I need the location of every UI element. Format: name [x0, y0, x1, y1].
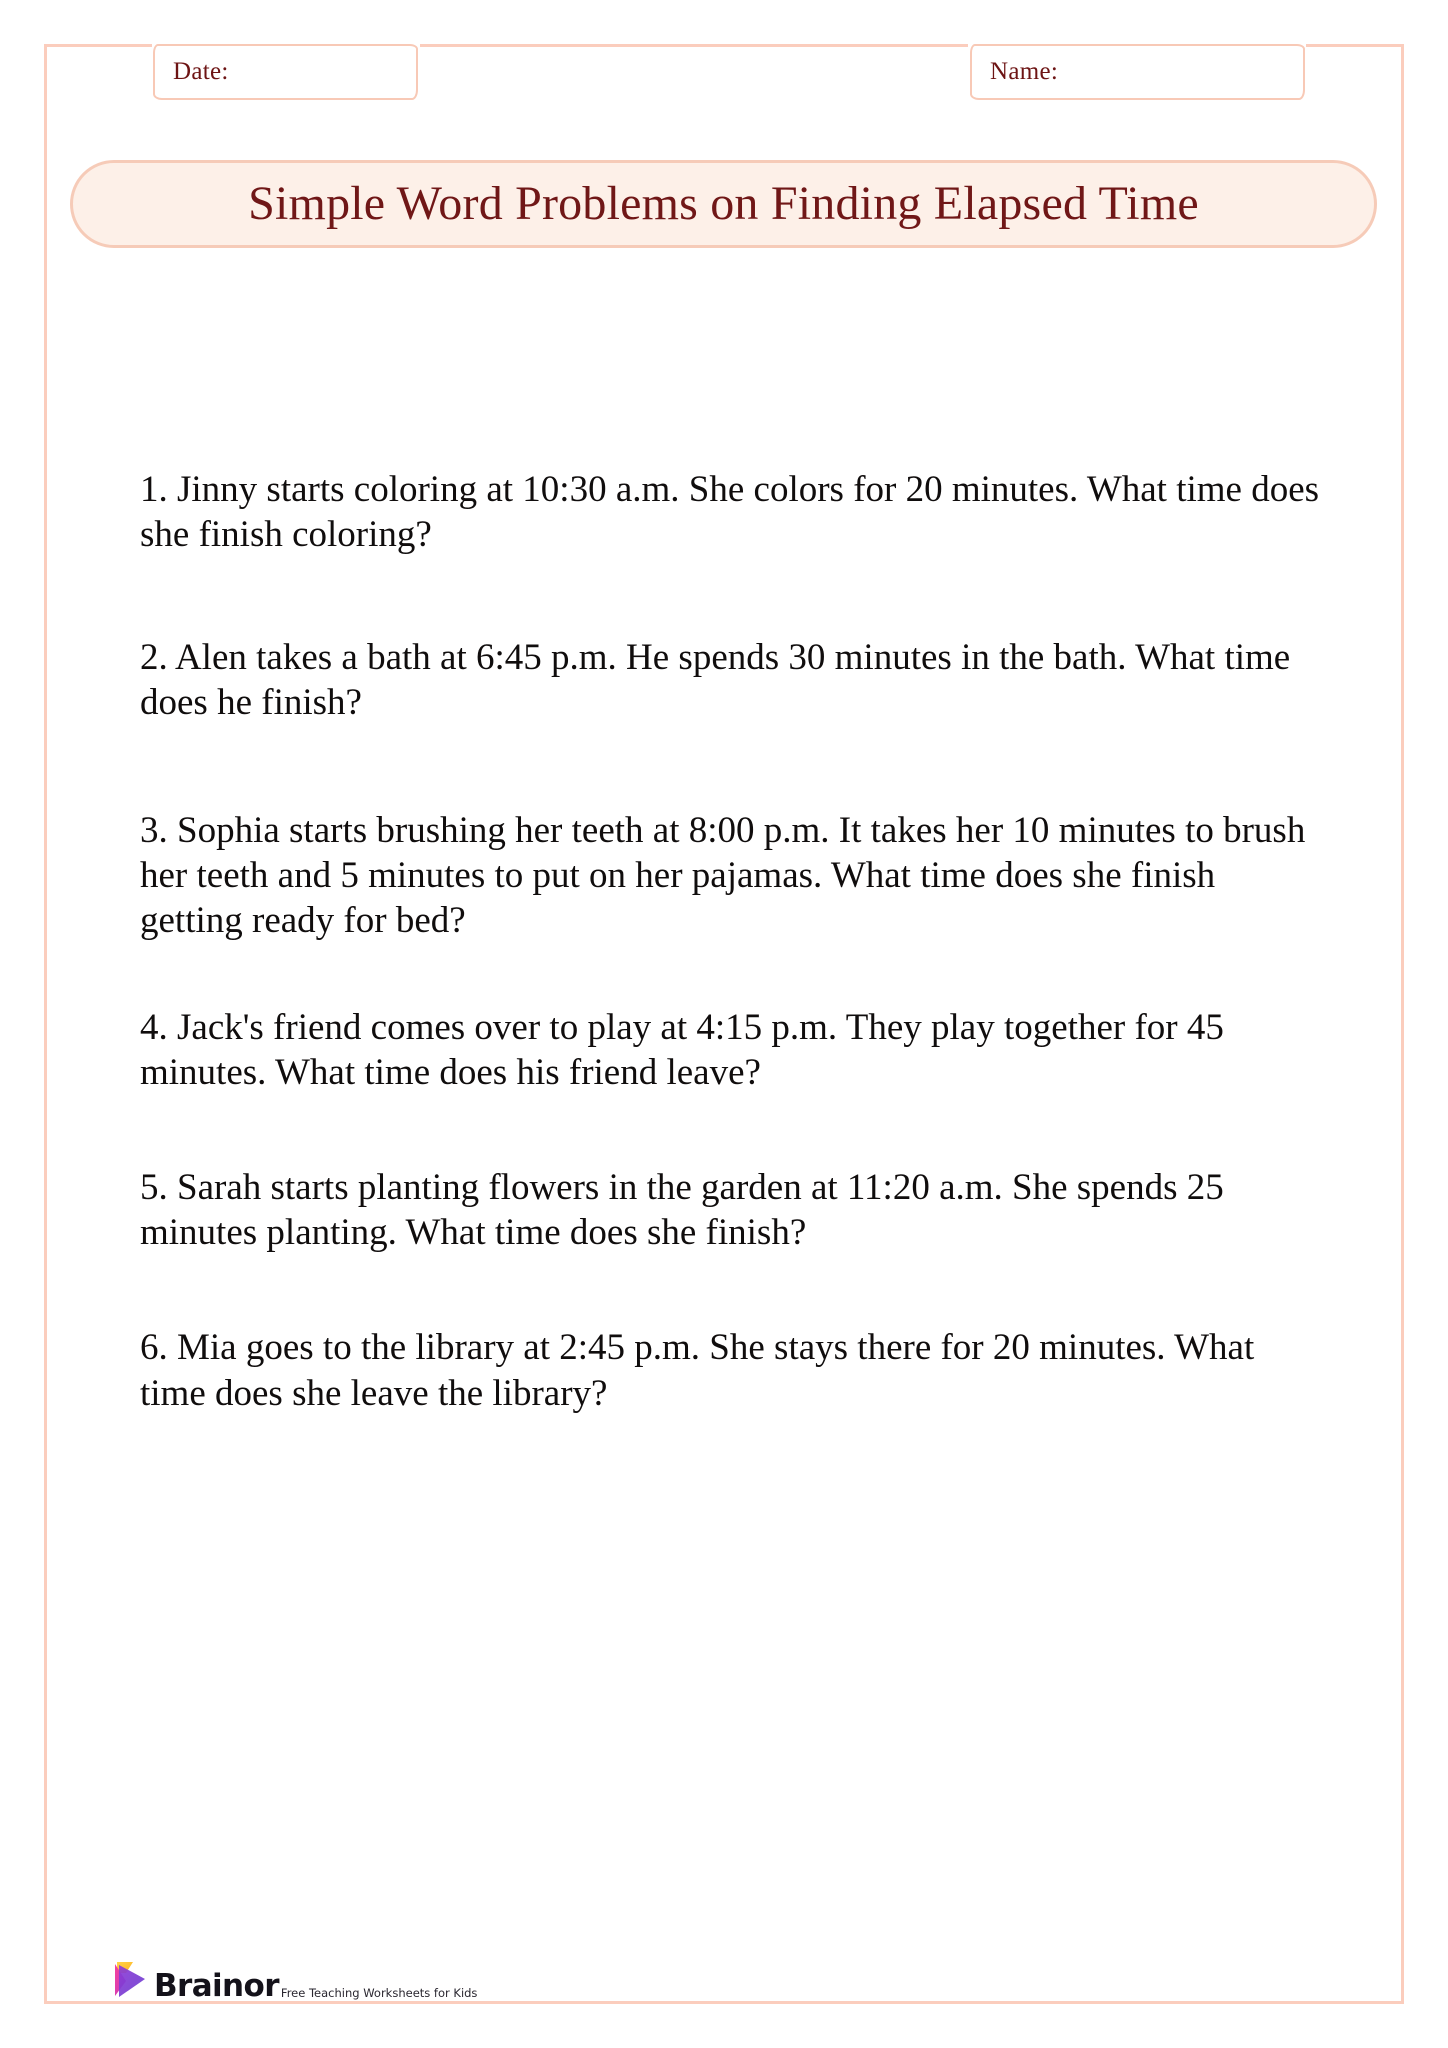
problem-item-2: 2. Alen takes a bath at 6:45 p.m. He spends 30 minutes in the bath. What time does he finish? [140, 637, 1291, 724]
brainor-play-logo-icon [113, 1960, 147, 2000]
problem-item-6: 6. Mia goes to the library at 2:45 p.m. She stays there for 20 minutes. What time does she leave the library? [140, 1327, 1255, 1414]
name-field-label: Name: [990, 58, 1059, 85]
brainor-wordmark: Brainor [154, 1968, 279, 2004]
problem-item-4: 4. Jack's friend comes over to play at 4:15 p.m. They play together for 45 minutes. What time does his friend leave? [140, 1006, 1224, 1093]
problem-item-5: 5. Sarah starts planting flowers in the garden at 11:20 a.m. She spends 25 minutes planting. What time does she finish? [140, 1167, 1224, 1254]
problem-item-1: 1. Jinny starts coloring at 10:30 a.m. She colors for 20 minutes. What time does she finish coloring? [140, 469, 1320, 556]
footer-branding [113, 1962, 477, 2002]
date-field[interactable] [153, 44, 418, 100]
problem-list [140, 430, 1325, 1416]
page-title: Simple Word Problems on Finding Elapsed Time [248, 177, 1199, 230]
worksheet-title-banner [70, 160, 1377, 248]
name-field[interactable] [970, 44, 1305, 100]
date-field-label: Date: [173, 58, 229, 85]
brainor-tagline: Free Teaching Worksheets for Kids [280, 1985, 478, 2000]
problem-item-3: 3. Sophia starts brushing her teeth at 8:00 p.m. It takes her 10 minutes to brush her teeth and 5 minutes to put on her pajamas. What time does she finish getting ready for bed? [140, 809, 1306, 941]
